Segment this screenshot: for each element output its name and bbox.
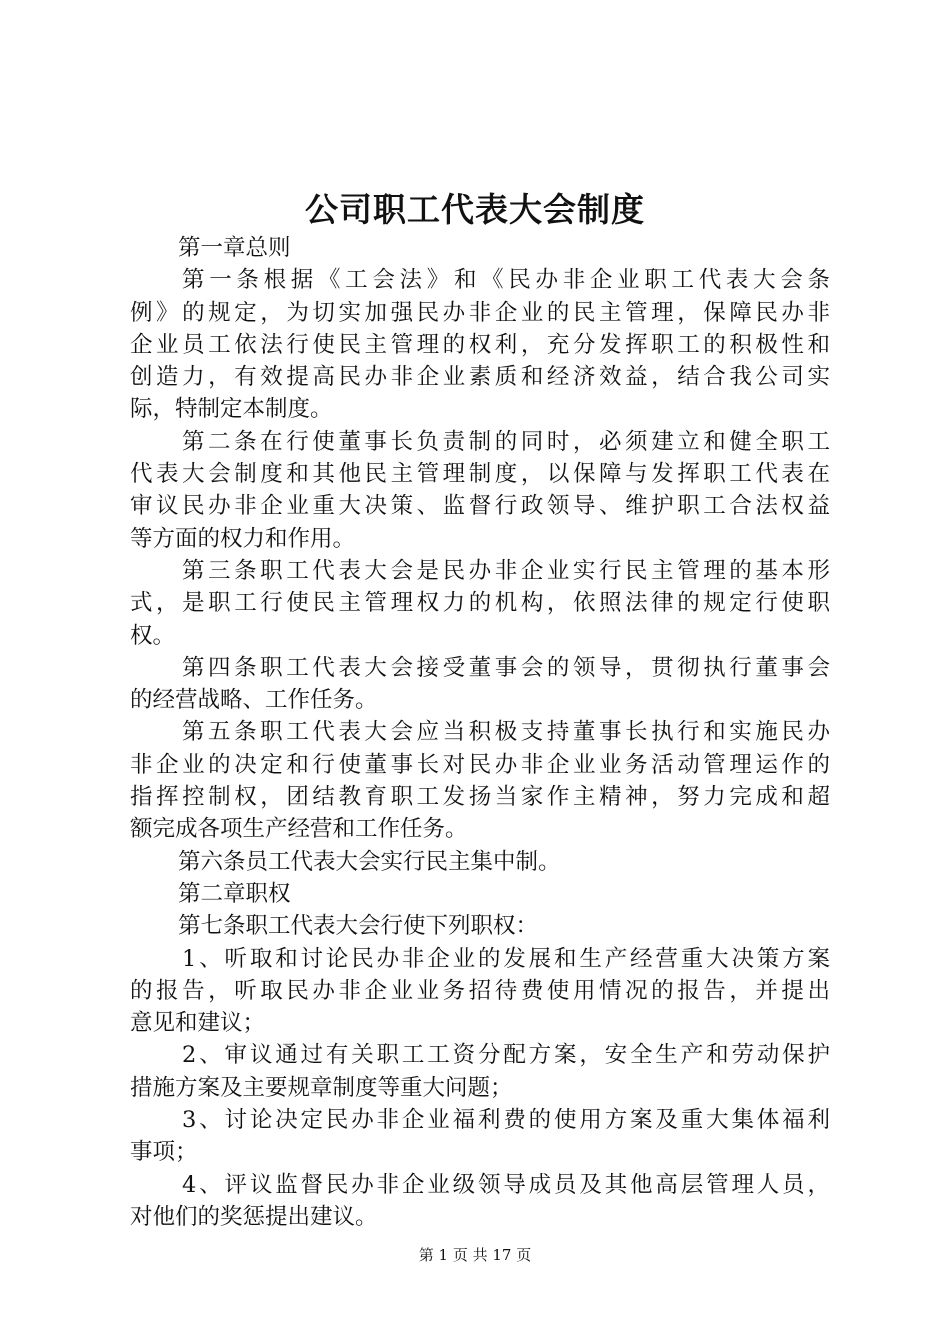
list-item-line: 2、审议通过有关职工工资分配方案，安全生产和劳动保护 bbox=[182, 1042, 830, 1069]
paragraph-line: 第六条员工代表大会实行民主集中制。 bbox=[178, 848, 561, 875]
list-item-line: 事项； bbox=[130, 1139, 198, 1166]
paragraph-line: 际，特制定本制度。 bbox=[130, 396, 333, 423]
paragraph-line: 额完成各项生产经营和工作任务。 bbox=[130, 816, 468, 843]
paragraph-line: 第一条根据《工会法》和《民办非企业职工代表大会条 bbox=[182, 267, 830, 294]
paragraph-line: 代表大会制度和其他民主管理制度，以保障与发挥职工代表在 bbox=[130, 461, 830, 488]
document-body bbox=[130, 232, 830, 1233]
paragraph-line: 审议民办非企业重大决策、监督行政领导、维护职工合法权益 bbox=[130, 493, 830, 520]
paragraph-line: 创造力，有效提高民办非企业素质和经济效益，结合我公司实 bbox=[130, 364, 830, 391]
paragraph-line: 第五条职工代表大会应当积极支持董事长执行和实施民办 bbox=[182, 719, 830, 746]
paragraph-line: 第二条在行使董事长负责制的同时，必须建立和健全职工 bbox=[182, 428, 830, 455]
chapter-heading: 第二章职权 bbox=[178, 880, 291, 907]
list-item-line: 意见和建议； bbox=[130, 1010, 266, 1037]
paragraph-line: 第四条职工代表大会接受董事会的领导，贯彻执行董事会 bbox=[182, 654, 830, 681]
paragraph-line: 等方面的权力和作用。 bbox=[130, 525, 356, 552]
paragraph-line: 的经营战略、工作任务。 bbox=[130, 687, 378, 714]
list-item-line: 3、讨论决定民办非企业福利费的使用方案及重大集体福利 bbox=[182, 1107, 830, 1134]
list-item-line: 措施方案及主要规章制度等重大问题； bbox=[130, 1074, 513, 1101]
paragraph-line: 企业员工依法行使民主管理的权利，充分发挥职工的积极性和 bbox=[130, 331, 830, 358]
paragraph-line: 非企业的决定和行使董事长对民办非企业业务活动管理运作的 bbox=[130, 751, 830, 778]
chapter-heading: 第一章总则 bbox=[178, 235, 291, 261]
list-item-line: 1、听取和讨论民办非企业的发展和生产经营重大决策方案 bbox=[182, 945, 830, 972]
list-item-line: 4、评议监督民办非企业级领导成员及其他高层管理人员， bbox=[182, 1171, 830, 1198]
document-title: 公司职工代表大会制度 bbox=[305, 190, 645, 229]
page-number-footer: 第 1 页 共 17 页 bbox=[418, 1246, 532, 1264]
paragraph-line: 例》的规定，为切实加强民办非企业的民主管理，保障民办非 bbox=[130, 299, 830, 326]
list-item-line: 的报告，听取民办非企业业务招待费使用情况的报告，并提出 bbox=[130, 977, 830, 1004]
paragraph-line: 第三条职工代表大会是民办非企业实行民主管理的基本形 bbox=[182, 557, 830, 584]
paragraph-line: 权。 bbox=[130, 622, 176, 649]
paragraph-line: 指挥控制权，团结教育职工发扬当家作主精神，努力完成和超 bbox=[130, 784, 830, 811]
paragraph-line: 式，是职工行使民主管理权力的机构，依照法律的规定行使职 bbox=[130, 590, 830, 617]
list-item-line: 对他们的奖惩提出建议。 bbox=[130, 1203, 378, 1230]
paragraph-line: 第七条职工代表大会行使下列职权： bbox=[178, 913, 539, 940]
